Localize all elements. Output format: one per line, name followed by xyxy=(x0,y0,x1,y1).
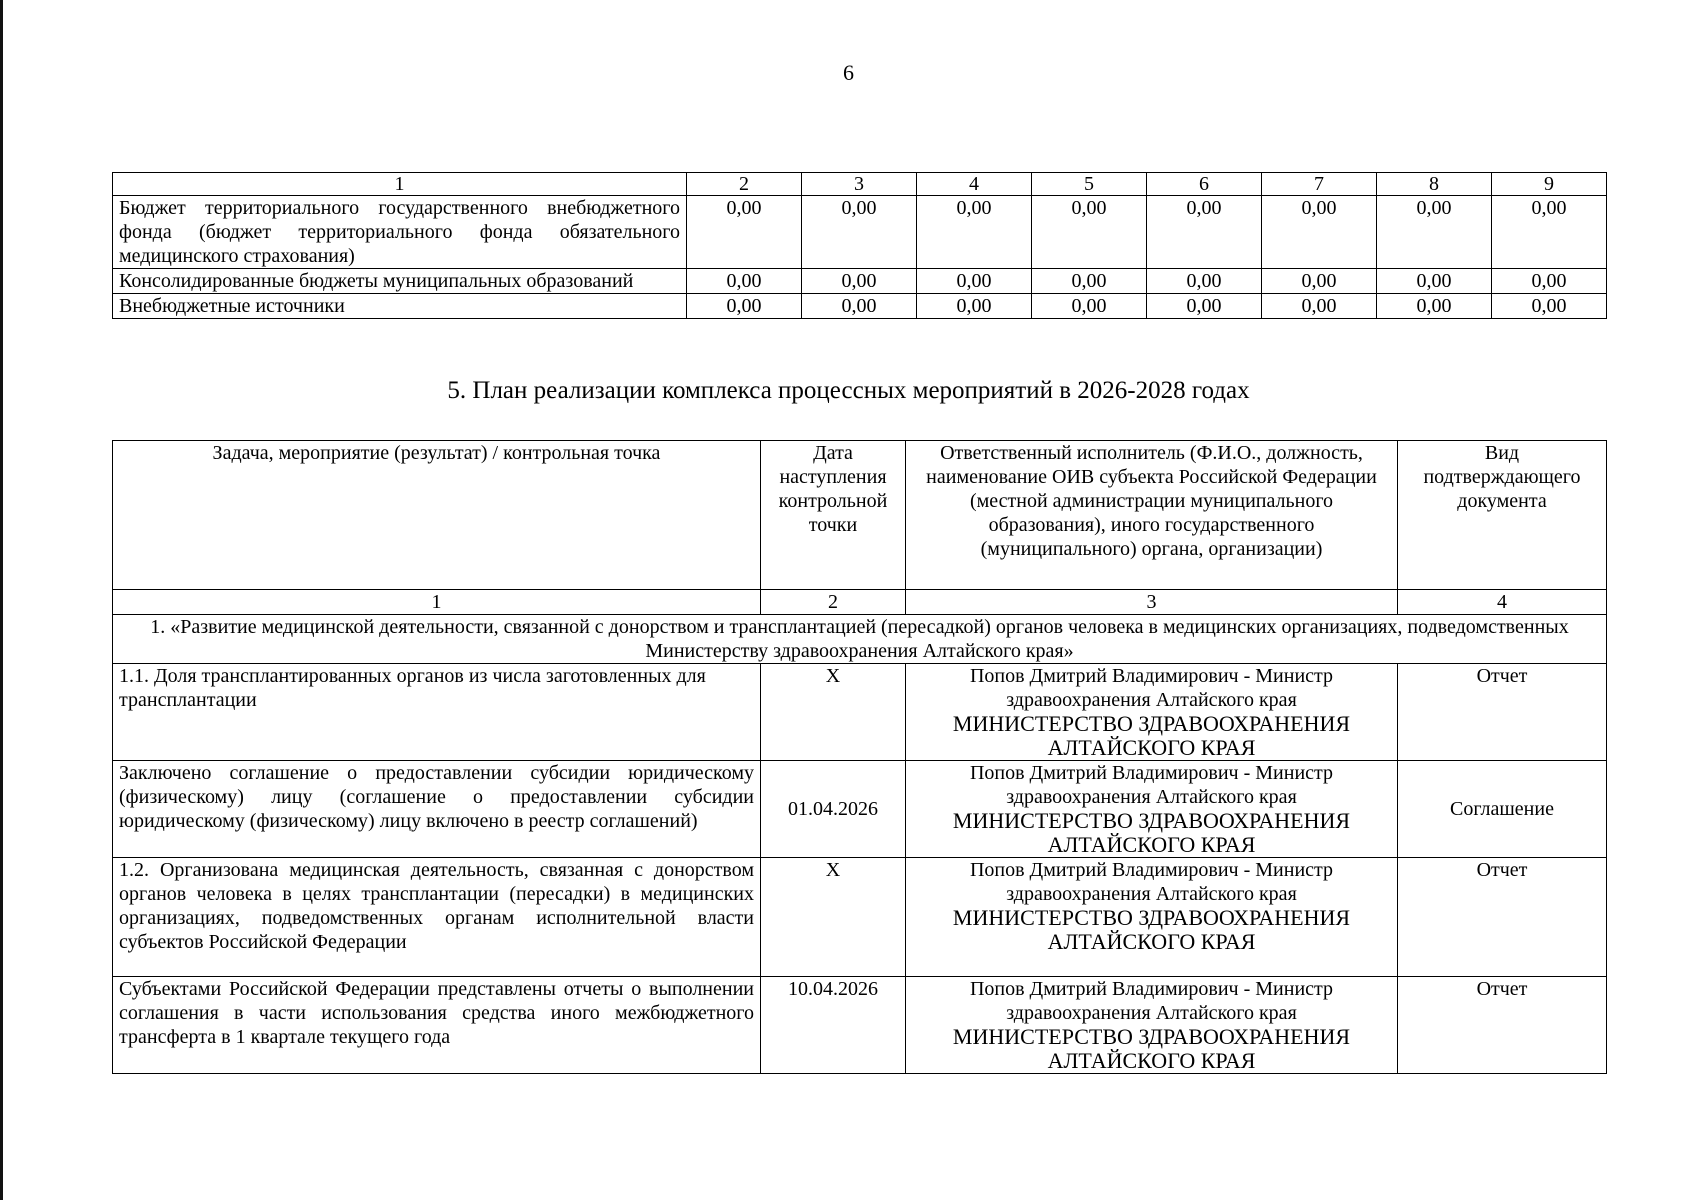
column-number: 4 xyxy=(1398,590,1607,615)
page-number: 6 xyxy=(843,60,854,85)
column-number: 3 xyxy=(802,173,917,196)
funding-value: 0,00 xyxy=(1147,269,1262,294)
funding-value: 0,00 xyxy=(1032,269,1147,294)
plan-item: Заключено соглашение о предоставлении субсидии юридическому (физическому) лицу (соглашение о предоставлении субсидии юридическому (физическому) лицу включено в реестр соглашений) xyxy=(113,761,761,858)
responsible-person: Попов Дмитрий Владимирович - Министр здравоохранения Алтайского края xyxy=(969,665,1334,711)
plan-date: X xyxy=(761,664,906,761)
funding-value: 0,00 xyxy=(1147,196,1262,269)
column-number: 1 xyxy=(113,173,687,196)
funding-value: 0,00 xyxy=(1492,196,1607,269)
responsible-person: Попов Дмитрий Владимирович - Министр здравоохранения Алтайского края xyxy=(969,859,1334,905)
funding-value: 0,00 xyxy=(1262,294,1377,319)
funding-value: 0,00 xyxy=(687,196,802,269)
header-responsible: Ответственный исполнитель (Ф.И.О., должность, наименование ОИВ субъекта Российской Федерации (местной администрации муниципального образования), иного государственного (муниципального) органа, организации) xyxy=(906,441,1398,590)
funding-value: 0,00 xyxy=(802,269,917,294)
scan-edge-line xyxy=(0,0,3,1200)
funding-value: 0,00 xyxy=(1492,269,1607,294)
plan-date: 01.04.2026 xyxy=(761,761,906,858)
funding-value: 0,00 xyxy=(802,294,917,319)
plan-table-header xyxy=(113,441,1607,590)
column-number: 8 xyxy=(1377,173,1492,196)
plan-document: Соглашение xyxy=(1398,761,1607,858)
funding-value: 0,00 xyxy=(917,294,1032,319)
funding-value: 0,00 xyxy=(1032,196,1147,269)
plan-table xyxy=(112,440,1607,1074)
section-title: 5. План реализации комплекса процессных мероприятий в 2026-2028 годах xyxy=(447,377,1250,404)
funding-table xyxy=(112,172,1607,319)
column-number: 2 xyxy=(687,173,802,196)
table-row xyxy=(113,294,1607,319)
funding-value: 0,00 xyxy=(802,196,917,269)
plan-date: 10.04.2026 xyxy=(761,977,906,1074)
plan-responsible xyxy=(906,977,1398,1074)
responsible-person: Попов Дмитрий Владимирович - Министр здравоохранения Алтайского края xyxy=(969,978,1334,1024)
responsible-organization: МИНИСТЕРСТВО ЗДРАВООХРАНЕНИЯ АЛТАЙСКОГО КРАЯ xyxy=(952,1024,1351,1073)
plan-item: 1.2. Организована медицинская деятельность, связанная с донорством органов человека в целях трансплантации (пересадки) в медицинских организациях, подведомственных органам исполнительной власти субъектов Российской Федерации xyxy=(113,858,761,977)
responsible-organization: МИНИСТЕРСТВО ЗДРАВООХРАНЕНИЯ АЛТАЙСКОГО КРАЯ xyxy=(952,711,1351,760)
column-number: 1 xyxy=(113,590,761,615)
plan-document: Отчет xyxy=(1398,664,1607,761)
table-row xyxy=(113,761,1607,858)
funding-value: 0,00 xyxy=(917,196,1032,269)
funding-value: 0,00 xyxy=(1262,269,1377,294)
column-number: 3 xyxy=(906,590,1398,615)
funding-value: 0,00 xyxy=(917,269,1032,294)
plan-responsible xyxy=(906,858,1398,977)
funding-source-label: Внебюджетные источники xyxy=(113,294,687,319)
table-row xyxy=(113,977,1607,1074)
funding-value: 0,00 xyxy=(1492,294,1607,319)
funding-value: 0,00 xyxy=(687,269,802,294)
plan-responsible xyxy=(906,761,1398,858)
plan-date: X xyxy=(761,858,906,977)
funding-source-label: Консолидированные бюджеты муниципальных образований xyxy=(113,269,687,294)
funding-value: 0,00 xyxy=(1262,196,1377,269)
plan-table-column-numbers xyxy=(113,590,1607,615)
column-number: 4 xyxy=(917,173,1032,196)
funding-value: 0,00 xyxy=(1377,196,1492,269)
task-title: 1. «Развитие медицинской деятельности, связанной с донорством и трансплантацией (пересадкой) органов человека в медицинских организациях, подведомственных Министерству здравоохранения Алтайского края» xyxy=(113,615,1607,664)
column-number: 2 xyxy=(761,590,906,615)
responsible-organization: МИНИСТЕРСТВО ЗДРАВООХРАНЕНИЯ АЛТАЙСКОГО КРАЯ xyxy=(952,808,1351,857)
header-date: Дата наступления контрольной точки xyxy=(761,441,906,590)
funding-value: 0,00 xyxy=(687,294,802,319)
column-number: 9 xyxy=(1492,173,1607,196)
table-row xyxy=(113,196,1607,269)
responsible-person: Попов Дмитрий Владимирович - Министр здравоохранения Алтайского края xyxy=(969,762,1334,808)
funding-source-label: Бюджет территориального государственного внебюджетного фонда (бюджет территориального фонда обязательного медицинского страхования) xyxy=(113,196,687,269)
plan-item: 1.1. Доля трансплантированных органов из числа заготовленных для трансплантации xyxy=(113,664,761,761)
plan-item: Субъектами Российской Федерации представлены отчеты о выполнении соглашения в части использования средства иного межбюджетного трансферта в 1 квартале текущего года xyxy=(113,977,761,1074)
table-row xyxy=(113,858,1607,977)
funding-value: 0,00 xyxy=(1377,294,1492,319)
task-row xyxy=(113,615,1607,664)
funding-value: 0,00 xyxy=(1147,294,1262,319)
plan-responsible xyxy=(906,664,1398,761)
responsible-organization: МИНИСТЕРСТВО ЗДРАВООХРАНЕНИЯ АЛТАЙСКОГО КРАЯ xyxy=(952,905,1351,954)
header-task: Задача, мероприятие (результат) / контрольная точка xyxy=(113,441,761,590)
table-row xyxy=(113,269,1607,294)
table-row xyxy=(113,664,1607,761)
funding-value: 0,00 xyxy=(1032,294,1147,319)
column-number: 5 xyxy=(1032,173,1147,196)
header-document: Вид подтверждающего документа xyxy=(1398,441,1607,590)
funding-table-column-numbers xyxy=(113,173,1607,196)
column-number: 7 xyxy=(1262,173,1377,196)
plan-document: Отчет xyxy=(1398,858,1607,977)
funding-value: 0,00 xyxy=(1377,269,1492,294)
column-number: 6 xyxy=(1147,173,1262,196)
plan-document: Отчет xyxy=(1398,977,1607,1074)
